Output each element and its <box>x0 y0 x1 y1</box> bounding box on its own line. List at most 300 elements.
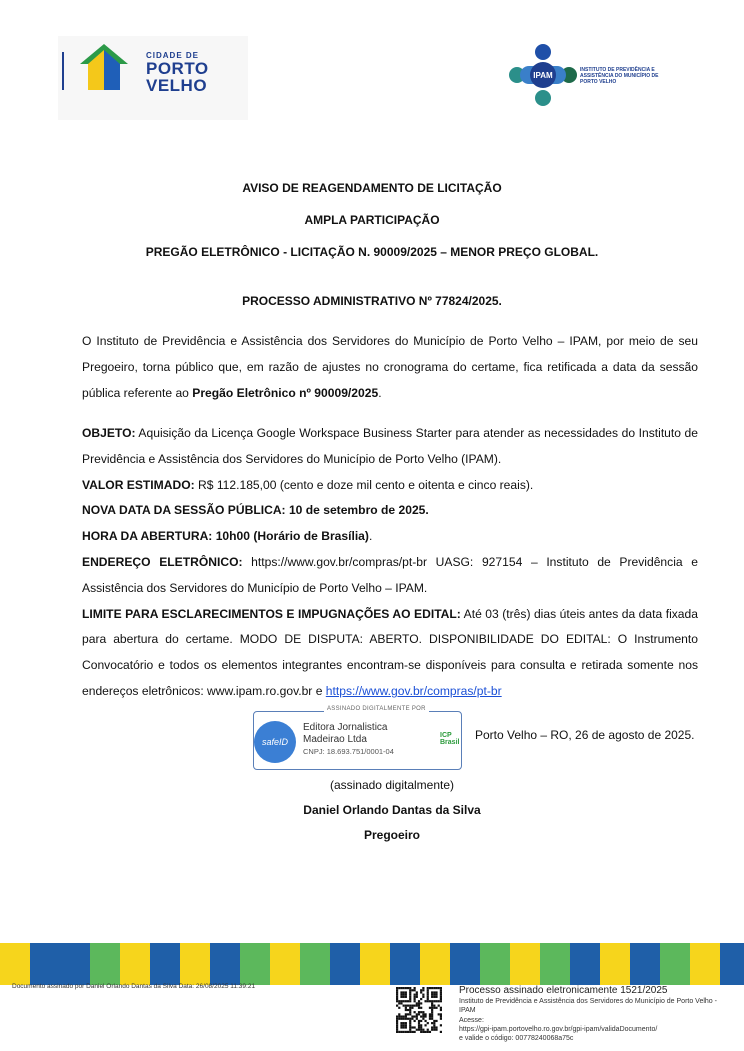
qr-module <box>431 994 433 996</box>
qr-module <box>427 1031 429 1033</box>
qr-module <box>427 989 429 991</box>
qr-module <box>431 987 433 989</box>
qr-module <box>433 1000 435 1002</box>
qr-module <box>422 1011 424 1013</box>
intro-text: O Instituto de Previdência e Assistência dos Servidores do Município de Porto Velho – IPAM, por meio de seu Pregoeiro, torna público que, em razão de ajustes no cronograma do certame, fica retificada a data da sessão pública referente ao <box>82 334 698 400</box>
qr-module <box>440 1018 442 1020</box>
qr-module <box>414 1011 416 1013</box>
ipam-logo-text: INSTITUTO DE PREVIDÊNCIA E ASSISTÊNCIA DO MUNICÍPIO DE PORTO VELHO <box>580 67 659 85</box>
qr-module <box>435 994 437 996</box>
qr-module <box>403 1015 405 1017</box>
qr-module <box>424 1000 426 1002</box>
limite-text: Até 03 (três) dias úteis antes da data fixada para abertura do certame. MODO DE DISPUTA: ABERTO. DISPONIBILIDADE DO EDITAL: O Instrumento Convocatório e todos os elementos integrantes encontram-se disponíveis para consulta e retirada somente nos endereços eletrônicos: www.ipam.ro.gov.br e <box>82 606 698 698</box>
qr-module <box>422 1018 424 1020</box>
qr-module <box>418 1000 420 1002</box>
objeto-text: Aquisição da Licença Google Workspace Business Starter para atender as necessidades do Instituto de Previdência e Assistência dos Servidores do Município de Porto Velho (IPAM). <box>82 426 698 466</box>
qr-module <box>435 996 437 998</box>
qr-module <box>433 1022 435 1024</box>
signer-role: Pregoeiro <box>363 828 420 842</box>
qr-module <box>405 1009 407 1011</box>
qr-module <box>422 1015 424 1017</box>
qr-module <box>427 994 429 996</box>
endereco-text: https://www.gov.br/compras/pt-br UASG: 927154 – Instituto de Previdência e Assistência dos Servidores do Município de Porto Velho – IPAM. <box>82 554 698 595</box>
qr-module <box>396 1018 398 1020</box>
intro-paragraph <box>82 329 698 406</box>
qr-module <box>429 1013 431 1015</box>
qr-module <box>405 1005 407 1007</box>
banner-tile <box>690 943 720 985</box>
qr-module <box>411 1018 413 1020</box>
banner-tile <box>270 943 300 985</box>
banner-tile <box>390 943 420 985</box>
qr-module <box>400 996 402 998</box>
intro-bold: Pregão Eletrônico nº 90009/2025 <box>192 385 379 400</box>
qr-module <box>427 1000 429 1002</box>
compras-link[interactable]: https://www.gov.br/compras/pt-br <box>325 683 502 698</box>
qr-module <box>431 1029 433 1031</box>
qr-module <box>429 987 431 989</box>
qr-module <box>433 1005 435 1007</box>
qr-module <box>440 1015 442 1017</box>
banner-tile <box>90 943 120 985</box>
banner-tile <box>510 943 540 985</box>
stamp-name-line2: Madeirao Ltda <box>303 734 367 745</box>
qr-module <box>431 1015 433 1017</box>
qr-module <box>422 996 424 998</box>
porto-velho-wordmark <box>146 52 209 94</box>
qr-module <box>422 989 424 991</box>
qr-module <box>433 1007 435 1009</box>
qr-module <box>414 989 416 991</box>
qr-module <box>411 1015 413 1017</box>
qr-module <box>414 987 416 989</box>
qr-module <box>414 1005 416 1007</box>
qr-module <box>405 1018 407 1020</box>
signed-note: (assinado digitalmente) <box>329 778 455 792</box>
qr-module <box>420 989 422 991</box>
qr-module <box>400 1024 402 1026</box>
house-logo-icon <box>76 42 132 92</box>
qr-module <box>433 996 435 998</box>
endereco-label: ENDEREÇO ELETRÔNICO: <box>82 554 243 569</box>
qr-module <box>396 1026 398 1028</box>
banner-tile <box>150 943 180 985</box>
qr-module <box>427 998 429 1000</box>
qr-module <box>396 1029 398 1031</box>
banner-tile <box>540 943 570 985</box>
hora-end: . <box>368 529 373 544</box>
safeid-logo-icon: safeID <box>254 721 296 763</box>
qr-module <box>424 1015 426 1017</box>
qr-module <box>411 1005 413 1007</box>
qr-module <box>396 987 398 989</box>
qr-module <box>400 1002 402 1004</box>
qr-module <box>409 1011 411 1013</box>
qr-module <box>420 1026 422 1028</box>
hora-line <box>82 524 698 550</box>
intro-end: . <box>378 385 382 400</box>
qr-module <box>403 1005 405 1007</box>
qr-module <box>418 1020 420 1022</box>
qr-module <box>398 1007 400 1009</box>
qr-module <box>435 1007 437 1009</box>
banner-tile <box>300 943 330 985</box>
qr-module <box>424 1013 426 1015</box>
qr-module <box>414 1026 416 1028</box>
qr-module <box>418 1011 420 1013</box>
qr-module <box>438 987 440 989</box>
qr-module <box>435 1026 437 1028</box>
qr-module <box>403 1026 405 1028</box>
hora-text: HORA DA ABERTURA: 10h00 (Horário de Brasília) <box>82 529 369 544</box>
qr-module <box>414 1031 416 1033</box>
qr-module <box>420 998 422 1000</box>
qr-module <box>396 989 398 991</box>
qr-module <box>431 1002 433 1004</box>
banner-tile <box>420 943 450 985</box>
qr-module <box>431 996 433 998</box>
qr-module <box>396 1031 398 1033</box>
qr-module <box>396 994 398 996</box>
qr-module <box>414 1000 416 1002</box>
qr-module <box>420 1011 422 1013</box>
qr-module <box>440 1031 442 1033</box>
qr-module <box>398 1000 400 1002</box>
qr-module <box>407 1000 409 1002</box>
stamp-name-line1: Editora Jornalistica <box>303 722 388 733</box>
qr-module <box>433 991 435 993</box>
qr-module <box>440 987 442 989</box>
qr-module <box>400 1015 402 1017</box>
qr-module <box>435 1020 437 1022</box>
qr-module <box>416 1002 418 1004</box>
qr-module <box>440 1013 442 1015</box>
nova-data-text: NOVA DATA DA SESSÃO PÚBLICA: 10 de setembro de 2025. <box>82 503 429 518</box>
qr-module <box>414 994 416 996</box>
qr-module <box>418 1029 420 1031</box>
qr-module <box>433 1029 435 1031</box>
banner-tile <box>630 943 660 985</box>
qr-module <box>398 987 400 989</box>
qr-module <box>409 1005 411 1007</box>
qr-module <box>405 1022 407 1024</box>
objeto-label: OBJETO: <box>82 426 136 440</box>
qr-module <box>433 994 435 996</box>
qr-module <box>398 1002 400 1004</box>
qr-module <box>411 1031 413 1033</box>
qr-module <box>396 1015 398 1017</box>
qr-module <box>405 1007 407 1009</box>
qr-module <box>407 1013 409 1015</box>
signed-by-line: Documento assinado por Daniel Orlando Dantas da Silva Data: 26/08/2025 11:39:21 <box>12 983 256 990</box>
qr-module <box>409 1007 411 1009</box>
qr-module <box>400 991 402 993</box>
qr-module <box>429 1031 431 1033</box>
qr-module <box>403 1018 405 1020</box>
qr-module <box>427 1022 429 1024</box>
qr-module <box>431 1005 433 1007</box>
signer-name: Daniel Orlando Dantas da Silva <box>303 803 481 817</box>
qr-module <box>422 1031 424 1033</box>
banner-tile <box>330 943 360 985</box>
valor-line <box>82 473 698 499</box>
qr-module <box>416 1005 418 1007</box>
qr-module <box>431 1013 433 1015</box>
qr-module <box>409 1022 411 1024</box>
qr-module <box>414 996 416 998</box>
qr-module <box>396 996 398 998</box>
qr-module <box>431 1009 433 1011</box>
qr-module <box>431 1018 433 1020</box>
qr-module <box>431 1000 433 1002</box>
qr-module <box>433 1020 435 1022</box>
validation-code: e valide o código: 00778240068a75c <box>459 1035 574 1042</box>
access-label: Acesse: <box>459 1017 484 1024</box>
qr-module <box>418 1024 420 1026</box>
qr-module <box>427 987 429 989</box>
qr-module <box>409 1029 411 1031</box>
qr-module <box>398 1013 400 1015</box>
qr-module <box>409 996 411 998</box>
qr-module <box>396 991 398 993</box>
qr-module <box>403 994 405 996</box>
qr-module <box>433 1024 435 1026</box>
qr-module <box>407 1018 409 1020</box>
qr-module <box>396 1020 398 1022</box>
qr-module <box>420 1031 422 1033</box>
qr-module <box>405 1013 407 1015</box>
qr-module <box>431 1007 433 1009</box>
qr-module <box>409 991 411 993</box>
ipam-logo-icon <box>508 42 578 108</box>
qr-module <box>398 1031 400 1033</box>
qr-module <box>422 1029 424 1031</box>
endereco-line <box>82 550 698 602</box>
qr-module <box>405 996 407 998</box>
qr-module <box>420 1007 422 1009</box>
qr-module <box>440 1000 442 1002</box>
banner-tile <box>570 943 600 985</box>
qr-module <box>431 1011 433 1013</box>
qr-module <box>416 991 418 993</box>
qr-module <box>400 994 402 996</box>
qr-module <box>405 994 407 996</box>
qr-module <box>411 989 413 991</box>
qr-module <box>400 1000 402 1002</box>
banner-tile <box>450 943 480 985</box>
qr-module <box>409 994 411 996</box>
qr-module <box>414 1020 416 1022</box>
qr-module <box>433 1026 435 1028</box>
qr-module <box>416 1029 418 1031</box>
banner-tile <box>480 943 510 985</box>
qr-module <box>435 987 437 989</box>
qr-module <box>420 1020 422 1022</box>
banner-tile <box>600 943 630 985</box>
qr-module <box>418 1007 420 1009</box>
qr-module <box>420 1002 422 1004</box>
qr-module <box>416 994 418 996</box>
qr-module <box>400 1026 402 1028</box>
qr-module <box>405 1000 407 1002</box>
qr-module <box>403 1022 405 1024</box>
logo-text-line1: PORTO <box>146 59 209 78</box>
qr-module <box>403 996 405 998</box>
banner-tile <box>0 943 30 985</box>
qr-module <box>396 1022 398 1024</box>
banner-tile <box>240 943 270 985</box>
qr-module <box>438 1000 440 1002</box>
qr-module <box>435 991 437 993</box>
qr-module <box>407 1005 409 1007</box>
banner-tile <box>120 943 150 985</box>
banner-tile <box>720 943 744 985</box>
qr-module <box>440 996 442 998</box>
qr-module <box>431 1026 433 1028</box>
qr-module <box>409 1000 411 1002</box>
qr-module <box>427 996 429 998</box>
qr-module <box>420 1015 422 1017</box>
qr-module <box>440 989 442 991</box>
qr-module <box>411 1026 413 1028</box>
valor-text: R$ 112.185,00 (cento e doze mil cento e oitenta e cinco reais). <box>194 477 534 492</box>
qr-module <box>440 998 442 1000</box>
qr-module <box>438 1013 440 1015</box>
qr-module <box>418 1005 420 1007</box>
stamp-cnpj: CNPJ: 18.693.751/0001-04 <box>303 747 394 756</box>
qr-module <box>403 1024 405 1026</box>
qr-module <box>418 1013 420 1015</box>
qr-module <box>431 1022 433 1024</box>
qr-module <box>424 1031 426 1033</box>
qr-module <box>427 1029 429 1031</box>
qr-module <box>400 1022 402 1024</box>
qr-module <box>398 1015 400 1017</box>
place-date: Porto Velho – RO, 26 de agosto de 2025. <box>475 728 695 742</box>
qr-module <box>431 991 433 993</box>
qr-module <box>438 1005 440 1007</box>
logo-text-line2: VELHO <box>146 76 208 95</box>
qr-module <box>422 1013 424 1015</box>
qr-module <box>420 1029 422 1031</box>
qr-module <box>422 994 424 996</box>
logo-text-small: CIDADE DE <box>146 51 200 60</box>
qr-module <box>409 1013 411 1015</box>
qr-module <box>418 1026 420 1028</box>
banner-tile <box>360 943 390 985</box>
stamp-header: ASSINADO DIGITALMENTE POR <box>324 706 429 712</box>
qr-module <box>422 987 424 989</box>
qr-module <box>420 1024 422 1026</box>
qr-module <box>409 1024 411 1026</box>
auction-title: PREGÃO ELETRÔNICO - LICITAÇÃO N. 90009/2025 – MENOR PREÇO GLOBAL. <box>145 245 599 259</box>
qr-module <box>403 1031 405 1033</box>
logo-divider <box>62 52 64 90</box>
qr-module <box>416 996 418 998</box>
qr-module <box>405 991 407 993</box>
qr-module <box>409 989 411 991</box>
qr-module <box>409 1031 411 1033</box>
qr-module <box>403 991 405 993</box>
qr-code-icon[interactable] <box>393 985 445 1035</box>
qr-module <box>396 1024 398 1026</box>
stamp-signer <box>303 722 387 746</box>
qr-module <box>414 998 416 1000</box>
qr-module <box>405 1015 407 1017</box>
ipam-badge-text: IPAM <box>533 71 553 80</box>
qr-module <box>403 987 405 989</box>
banner-tile <box>210 943 240 985</box>
qr-module <box>440 1007 442 1009</box>
limite-label: LIMITE PARA ESCLARECIMENTOS E IMPUGNAÇÕES AO EDITAL: <box>82 606 461 621</box>
qr-module <box>409 1018 411 1020</box>
qr-module <box>440 1024 442 1026</box>
qr-module <box>429 1007 431 1009</box>
qr-module <box>418 1022 420 1024</box>
participation-title: AMPLA PARTICIPAÇÃO <box>304 213 440 227</box>
qr-module <box>435 1029 437 1031</box>
qr-module <box>420 991 422 993</box>
qr-module <box>398 1018 400 1020</box>
process-signed-title: Processo assinado eletronicamente 1521/2025 <box>459 985 668 996</box>
qr-module <box>405 1024 407 1026</box>
qr-module <box>409 1026 411 1028</box>
qr-module <box>405 987 407 989</box>
qr-module <box>429 1000 431 1002</box>
banner-tile <box>60 943 90 985</box>
notice-title: AVISO DE REAGENDAMENTO DE LICITAÇÃO <box>242 181 502 195</box>
icp-brasil-icon: ICP Brasil <box>440 732 460 746</box>
qr-module <box>416 1013 418 1015</box>
validation-url[interactable]: https://gpi-ipam.portovelho.ro.gov.br/gpi-ipam/validaDocumento/ <box>459 1026 658 1033</box>
qr-module <box>424 1020 426 1022</box>
qr-module <box>405 1031 407 1033</box>
qr-module <box>411 1007 413 1009</box>
qr-module <box>403 1000 405 1002</box>
limite-line <box>82 602 698 705</box>
qr-module <box>433 987 435 989</box>
qr-module <box>414 1015 416 1017</box>
qr-module <box>435 1000 437 1002</box>
qr-module <box>405 1026 407 1028</box>
process-title: PROCESSO ADMINISTRATIVO Nº 77824/2025. <box>242 294 502 308</box>
valor-label: VALOR ESTIMADO: <box>82 477 195 492</box>
details-section <box>82 421 698 705</box>
qr-module <box>407 987 409 989</box>
qr-module <box>407 1009 409 1011</box>
qr-module <box>409 1020 411 1022</box>
banner-tile <box>660 943 690 985</box>
institute-name: Instituto de Previdência e Assistência dos Servidores do Município de Porto Velho - IPAM <box>459 998 717 1014</box>
qr-module <box>418 1002 420 1004</box>
qr-module <box>429 1015 431 1017</box>
qr-module <box>409 987 411 989</box>
qr-module <box>429 1018 431 1020</box>
qr-module <box>409 1009 411 1011</box>
qr-module <box>400 987 402 989</box>
qr-module <box>440 994 442 996</box>
qr-module <box>407 1031 409 1033</box>
qr-module <box>427 991 429 993</box>
qr-module <box>424 1024 426 1026</box>
qr-module <box>416 1018 418 1020</box>
banner-tile <box>180 943 210 985</box>
qr-module <box>400 1018 402 1020</box>
qr-module <box>400 1031 402 1033</box>
footer-banner <box>0 943 744 985</box>
qr-module <box>396 1000 398 1002</box>
qr-module <box>440 1009 442 1011</box>
